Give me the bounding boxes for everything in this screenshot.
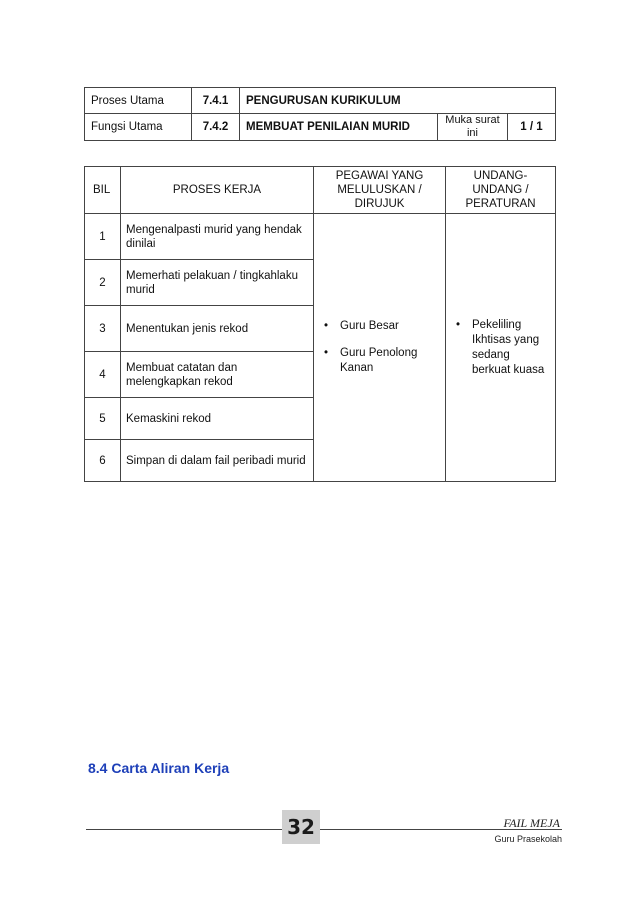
officer-list (324, 319, 439, 376)
process-table-header (85, 167, 556, 214)
regulation-cell (446, 214, 556, 482)
list-item: • Pekeliling Ikhtisas yang sedang berkuat kuasa (456, 318, 549, 378)
regulation-list (456, 318, 549, 378)
process-table (84, 166, 556, 482)
row-number: 6 (85, 440, 121, 482)
header-row-main-process (85, 88, 556, 114)
process-step: Kemaskini rekod (121, 398, 314, 440)
page-number: 32 (282, 810, 320, 844)
table-row (85, 214, 556, 260)
main-process-label: Proses Utama (85, 88, 192, 114)
process-step: Simpan di dalam fail peribadi murid (121, 440, 314, 482)
footer-subtitle: Guru Prasekolah (494, 834, 562, 844)
list-item: • Guru Besar (324, 319, 439, 334)
section-title: 8.4 Carta Aliran Kerja (88, 760, 230, 776)
row-number: 4 (85, 352, 121, 398)
main-function-label: Fungsi Utama (85, 114, 192, 141)
main-function-title: MEMBUAT PENILAIAN MURID (240, 114, 438, 141)
column-bil: BIL (85, 167, 121, 214)
row-number: 3 (85, 306, 121, 352)
header-table (84, 87, 556, 141)
main-process-title: PENGURUSAN KURIKULUM (240, 88, 556, 114)
row-number: 5 (85, 398, 121, 440)
column-officer: PEGAWAI YANG MELULUSKAN / DIRUJUK (314, 167, 446, 214)
process-step: Memerhati pelakuan / tingkahlaku murid (121, 260, 314, 306)
page-value: 1 / 1 (508, 114, 556, 141)
row-number: 2 (85, 260, 121, 306)
page-label: Muka surat ini (438, 114, 508, 141)
officer-cell (314, 214, 446, 482)
header-row-main-function (85, 114, 556, 141)
column-law: UNDANG-UNDANG / PERATURAN (446, 167, 556, 214)
process-step: Membuat catatan dan melengkapkan rekod (121, 352, 314, 398)
footer-divider (86, 829, 562, 830)
footer-title: FAIL MEJA (503, 816, 560, 830)
process-step: Menentukan jenis rekod (121, 306, 314, 352)
row-number: 1 (85, 214, 121, 260)
main-function-code: 7.4.2 (192, 114, 240, 141)
process-step: Mengenalpasti murid yang hendak dinilai (121, 214, 314, 260)
main-process-code: 7.4.1 (192, 88, 240, 114)
column-process: PROSES KERJA (121, 167, 314, 214)
list-item: • Guru Penolong Kanan (324, 346, 439, 376)
